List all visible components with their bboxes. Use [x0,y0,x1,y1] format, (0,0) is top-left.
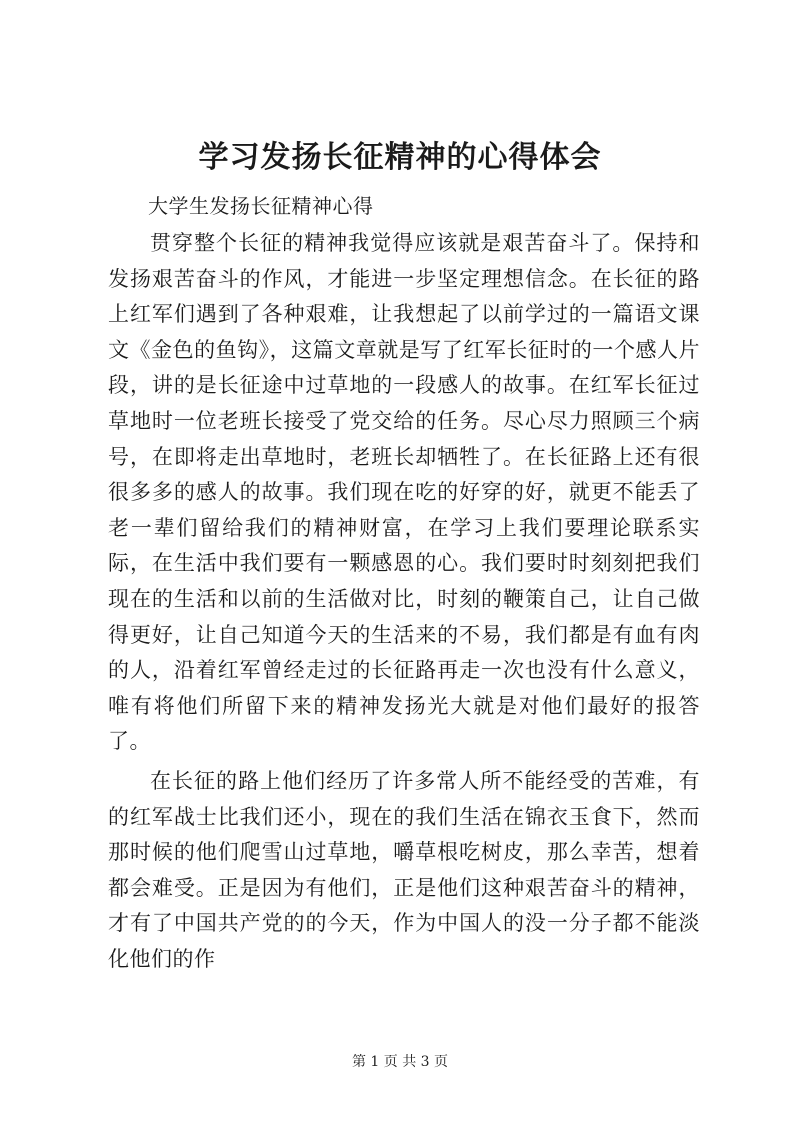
body-paragraph: 在长征的路上他们经历了许多常人所不能经受的苦难，有的红军战士比我们还小，现在的我们生活在锦衣玉食下，然而那时候的他们爬雪山过草地，嚼草根吃树皮，那么幸苦，想着都会难受。正是因为有他们，正是他们这种艰苦奋斗的精神，才有了中国共产党的的今天，作为中国人的没一分子都不能淡化他们的作 [108,768,700,971]
document-title: 学习发扬长征精神的心得体会 [198,140,602,175]
document-subtitle: 大学生发扬长征精神心得 [148,194,374,218]
document-body [108,186,700,977]
body-paragraph: 贯穿整个长征的精神我觉得应该就是艰苦奋斗了。保持和发扬艰苦奋斗的作风，才能进一步坚定理想信念。在长征的路上红军们遇到了各种艰难，让我想起了以前学过的一篇语文课文《金色的鱼钩》，这篇文章就是写了红军长征时的一个感人片段，讲的是长征途中过草地的一段感人的故事。在红军长征过草地时一位老班长接受了党交给的任务。尽心尽力照顾三个病号，在即将走出草地时，老班长却牺牲了。在长征路上还有很很多多的感人的故事。我们现在吃的好穿的好，就更不能丢了老一辈们留给我们的精神财富，在学习上我们要理论联系实际，在生活中我们要有一颗感恩的心。我们要时时刻刻把我们现在的生活和以前的生活做对比，时刻的鞭策自己，让自己做得更好，让自己知道今天的生活来的不易，我们都是有血有肉的人，沿着红军曾经走过的长征路再走一次也没有什么意义，唯有将他们所留下来的精神发扬光大就是对他们最好的报答了。 [108,231,700,754]
page-footer: 第 1 页 共 3 页 [351,1054,449,1070]
